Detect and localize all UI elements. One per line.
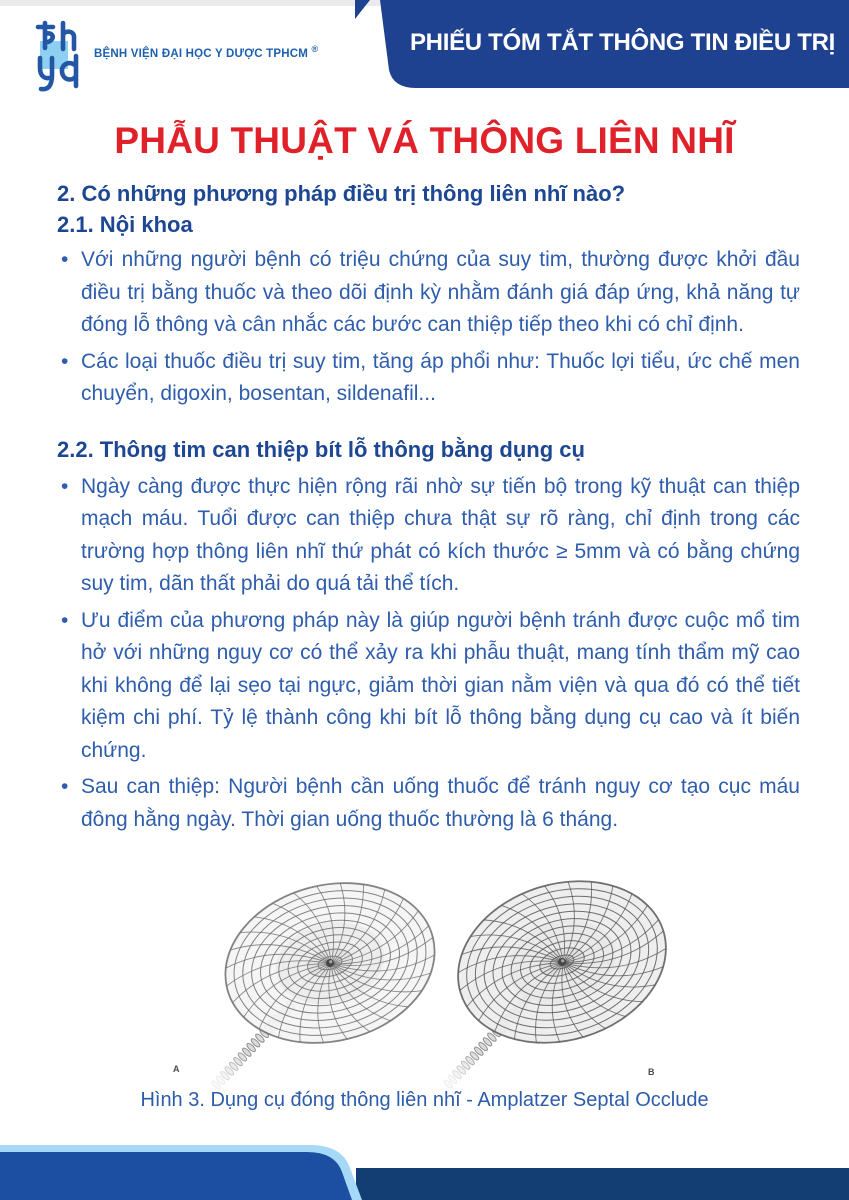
banner-corner-fold bbox=[355, 0, 370, 19]
bullet-list-can-thiep bbox=[57, 471, 800, 837]
bullet-list-noi-khoa bbox=[57, 244, 800, 411]
bullet-item: • Ưu điểm của phương pháp này là giúp người bệnh tránh được cuộc mổ tim hở với những nguy cơ có thể xảy ra khi phẫu thuật, mang tính thẩm mỹ cao khi không để lại sẹo tại ngực, giảm thời gian nằm viện và qua đó có thể tiết kiệm chi phí. Tỷ lệ thành công khi bít lỗ thông bằng dụng cụ cao và ít biến chứng. bbox=[57, 605, 800, 768]
bullet-item: • Sau can thiệp: Người bệnh cần uống thuốc để tránh nguy cơ tạo cục máu đông hằng ngày. Thời gian uống thuốc thường là 6 tháng. bbox=[57, 771, 800, 836]
page-title: PHẪU THUẬT VÁ THÔNG LIÊN NHĨ bbox=[114, 120, 735, 161]
amplatzer-device-illustration bbox=[0, 852, 849, 1097]
hospital-name-text: BỆNH VIỆN ĐẠI HỌC Y DƯỢC TPHCM bbox=[94, 47, 309, 60]
bullet-item: • Ngày càng được thực hiện rộng rãi nhờ sự tiến bộ trong kỹ thuật can thiệp mạch máu. Tuổi được can thiệp chưa thật sự rõ ràng, chỉ định trong các trường hợp thông liên nhĩ thứ phát có kích thước ≥ 5mm và có bằng chứng suy tim, dãn thất phải do quá tải thể tích. bbox=[57, 471, 800, 601]
figure-label-b: B bbox=[648, 1067, 655, 1077]
content-body bbox=[57, 180, 800, 840]
hospital-logo-icon bbox=[26, 18, 90, 94]
section-heading-2-1: 2.1. Nội khoa bbox=[57, 212, 193, 237]
registered-mark: ® bbox=[311, 44, 319, 54]
header-banner-title: PHIẾU TÓM TẮT THÔNG TIN ĐIỀU TRỊ bbox=[409, 29, 836, 56]
figure-caption: Hình 3. Dụng cụ đóng thông liên nhĩ - Amplatzer Septal Occlude bbox=[140, 1089, 709, 1111]
footer-blue-shape bbox=[0, 1152, 352, 1200]
hospital-name bbox=[94, 44, 318, 60]
footer-ribbon bbox=[0, 1140, 849, 1200]
bullet-item: • Các loại thuốc điều trị suy tim, tăng áp phổi như: Thuốc lợi tiểu, ức chế men chuyển, digoxin, bosentan, sildenafil... bbox=[57, 346, 800, 411]
footer-navy-bar bbox=[356, 1168, 849, 1200]
section-heading-2-2: 2.2. Thông tim can thiệp bít lỗ thông bằng dụng cụ bbox=[57, 436, 585, 462]
figure-label-a: A bbox=[173, 1064, 180, 1074]
section-heading-2: 2. Có những phương pháp điều trị thông liên nhĩ nào? bbox=[57, 181, 626, 206]
figure-devices bbox=[0, 852, 849, 1097]
bullet-item: • Với những người bệnh có triệu chứng của suy tim, thường được khởi đầu điều trị bằng thuốc và theo dõi định kỳ nhằm đánh giá đáp ứng, khả năng tự đóng lỗ thông và cân nhắc các bước can thiệp tiếp theo khi có chỉ định. bbox=[57, 244, 800, 342]
